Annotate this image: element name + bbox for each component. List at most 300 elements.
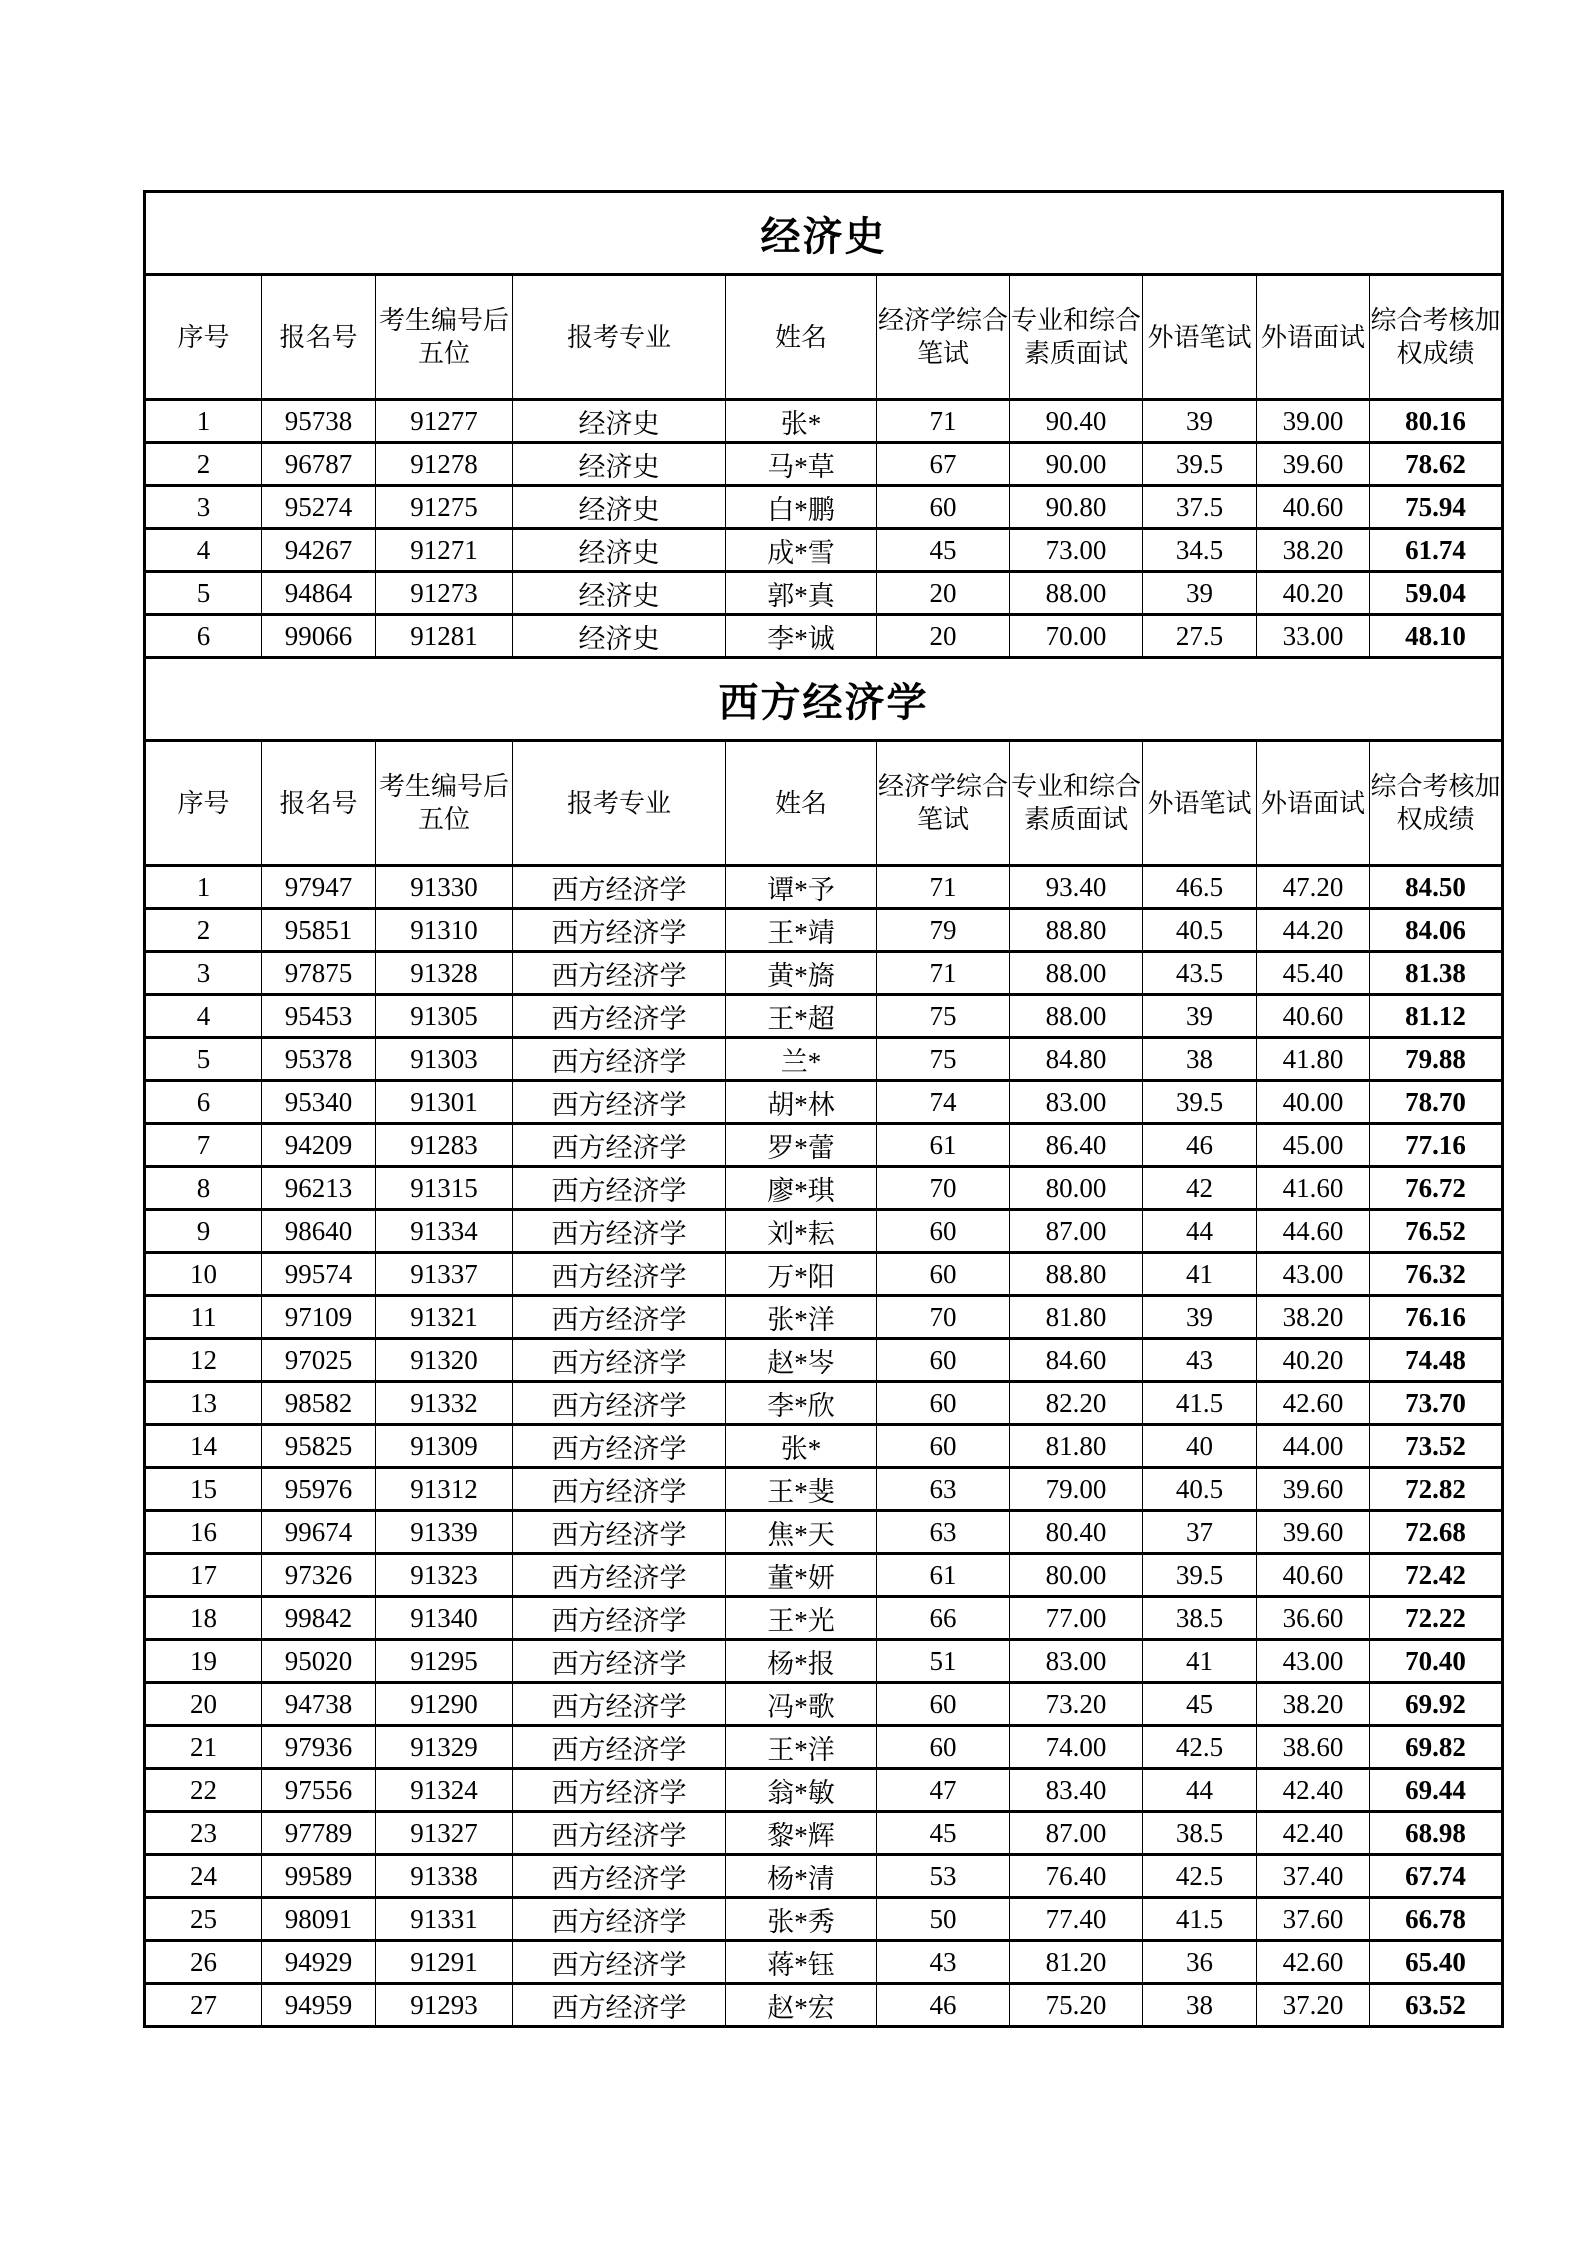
data-cell: 77.40 <box>1010 1898 1143 1941</box>
data-cell: 34.5 <box>1143 529 1257 572</box>
data-cell: 38.20 <box>1257 1296 1370 1339</box>
weighted-score-cell: 72.82 <box>1370 1468 1503 1511</box>
data-cell: 80.00 <box>1010 1167 1143 1210</box>
data-cell: 60 <box>877 1425 1010 1468</box>
column-header: 专业和综合素质面试 <box>1010 275 1143 400</box>
weighted-score-cell: 84.06 <box>1370 909 1503 952</box>
data-cell: 39.60 <box>1257 1511 1370 1554</box>
data-cell: 91315 <box>376 1167 513 1210</box>
data-cell: 95825 <box>262 1425 376 1468</box>
data-cell: 88.80 <box>1010 909 1143 952</box>
data-cell: 42.40 <box>1257 1812 1370 1855</box>
data-cell: 96213 <box>262 1167 376 1210</box>
data-cell: 60 <box>877 1210 1010 1253</box>
data-cell: 98582 <box>262 1382 376 1425</box>
data-cell: 88.00 <box>1010 572 1143 615</box>
weighted-score-cell: 84.50 <box>1370 866 1503 909</box>
weighted-score-cell: 81.12 <box>1370 995 1503 1038</box>
data-cell: 95274 <box>262 486 376 529</box>
table-row <box>145 1339 1503 1382</box>
data-cell: 王*超 <box>726 995 877 1038</box>
data-cell: 西方经济学 <box>513 1683 726 1726</box>
data-cell: 88.80 <box>1010 1253 1143 1296</box>
data-cell: 91327 <box>376 1812 513 1855</box>
data-cell: 90.00 <box>1010 443 1143 486</box>
data-cell: 91277 <box>376 400 513 443</box>
weighted-score-cell: 73.52 <box>1370 1425 1503 1468</box>
data-cell: 99842 <box>262 1597 376 1640</box>
data-cell: 44.00 <box>1257 1425 1370 1468</box>
data-cell: 12 <box>145 1339 262 1382</box>
data-cell: 94738 <box>262 1683 376 1726</box>
data-cell: 51 <box>877 1640 1010 1683</box>
data-cell: 39 <box>1143 400 1257 443</box>
weighted-score-cell: 69.92 <box>1370 1683 1503 1726</box>
data-cell: 经济史 <box>513 572 726 615</box>
data-cell: 46.5 <box>1143 866 1257 909</box>
data-cell: 60 <box>877 1683 1010 1726</box>
data-cell: 西方经济学 <box>513 1382 726 1425</box>
data-cell: 97326 <box>262 1554 376 1597</box>
data-cell: 43.00 <box>1257 1640 1370 1683</box>
table-row <box>145 400 1503 443</box>
data-cell: 42.60 <box>1257 1941 1370 1984</box>
data-cell: 74 <box>877 1081 1010 1124</box>
data-cell: 95340 <box>262 1081 376 1124</box>
data-cell: 23 <box>145 1812 262 1855</box>
data-cell: 马*草 <box>726 443 877 486</box>
data-cell: 83.40 <box>1010 1769 1143 1812</box>
data-cell: 董*妍 <box>726 1554 877 1597</box>
weighted-score-cell: 75.94 <box>1370 486 1503 529</box>
data-cell: 40.60 <box>1257 1554 1370 1597</box>
data-cell: 西方经济学 <box>513 952 726 995</box>
data-cell: 西方经济学 <box>513 1597 726 1640</box>
weighted-score-cell: 48.10 <box>1370 615 1503 658</box>
data-cell: 焦*天 <box>726 1511 877 1554</box>
column-header: 考生编号后五位 <box>376 275 513 400</box>
data-cell: 5 <box>145 572 262 615</box>
data-cell: 45 <box>877 1812 1010 1855</box>
data-cell: 谭*予 <box>726 866 877 909</box>
data-cell: 95453 <box>262 995 376 1038</box>
data-cell: 37 <box>1143 1511 1257 1554</box>
data-cell: 39.5 <box>1143 1081 1257 1124</box>
data-cell: 白*鹏 <box>726 486 877 529</box>
data-cell: 经济史 <box>513 443 726 486</box>
data-cell: 杨*报 <box>726 1640 877 1683</box>
data-cell: 60 <box>877 1382 1010 1425</box>
weighted-score-cell: 76.32 <box>1370 1253 1503 1296</box>
weighted-score-cell: 72.42 <box>1370 1554 1503 1597</box>
data-cell: 西方经济学 <box>513 995 726 1038</box>
table-row <box>145 952 1503 995</box>
data-cell: 3 <box>145 486 262 529</box>
data-cell: 西方经济学 <box>513 1640 726 1683</box>
results-sheet <box>143 190 1504 2028</box>
data-cell: 西方经济学 <box>513 1339 726 1382</box>
table-row <box>145 443 1503 486</box>
data-cell: 77.00 <box>1010 1597 1143 1640</box>
weighted-score-cell: 76.16 <box>1370 1296 1503 1339</box>
weighted-score-cell: 81.38 <box>1370 952 1503 995</box>
data-cell: 81.80 <box>1010 1296 1143 1339</box>
data-cell: 70.00 <box>1010 615 1143 658</box>
data-cell: 黄*旖 <box>726 952 877 995</box>
data-cell: 97109 <box>262 1296 376 1339</box>
data-cell: 西方经济学 <box>513 1296 726 1339</box>
data-cell: 43 <box>877 1941 1010 1984</box>
data-cell: 42.60 <box>1257 1382 1370 1425</box>
column-header: 经济学综合笔试 <box>877 741 1010 866</box>
data-cell: 91340 <box>376 1597 513 1640</box>
data-cell: 71 <box>877 952 1010 995</box>
data-cell: 96787 <box>262 443 376 486</box>
data-cell: 38.20 <box>1257 1683 1370 1726</box>
column-header: 报考专业 <box>513 275 726 400</box>
data-cell: 26 <box>145 1941 262 1984</box>
data-cell: 97789 <box>262 1812 376 1855</box>
data-cell: 西方经济学 <box>513 909 726 952</box>
data-cell: 西方经济学 <box>513 1769 726 1812</box>
table-row <box>145 1210 1503 1253</box>
table-row <box>145 1167 1503 1210</box>
column-header: 外语笔试 <box>1143 741 1257 866</box>
data-cell: 84.80 <box>1010 1038 1143 1081</box>
data-cell: 27 <box>145 1984 262 2027</box>
data-cell: 43.5 <box>1143 952 1257 995</box>
data-cell: 71 <box>877 400 1010 443</box>
data-cell: 97875 <box>262 952 376 995</box>
data-cell: 91323 <box>376 1554 513 1597</box>
data-cell: 91271 <box>376 529 513 572</box>
data-cell: 27.5 <box>1143 615 1257 658</box>
data-cell: 47 <box>877 1769 1010 1812</box>
data-cell: 41.60 <box>1257 1167 1370 1210</box>
weighted-score-cell: 65.40 <box>1370 1941 1503 1984</box>
data-cell: 37.5 <box>1143 486 1257 529</box>
data-cell: 91330 <box>376 866 513 909</box>
data-cell: 80.00 <box>1010 1554 1143 1597</box>
data-cell: 20 <box>877 572 1010 615</box>
data-cell: 2 <box>145 443 262 486</box>
data-cell: 45 <box>1143 1683 1257 1726</box>
weighted-score-cell: 67.74 <box>1370 1855 1503 1898</box>
data-cell: 42.5 <box>1143 1726 1257 1769</box>
data-cell: 75 <box>877 995 1010 1038</box>
data-cell: 91312 <box>376 1468 513 1511</box>
data-cell: 95020 <box>262 1640 376 1683</box>
data-cell: 胡*林 <box>726 1081 877 1124</box>
data-cell: 76.40 <box>1010 1855 1143 1898</box>
data-cell: 70 <box>877 1167 1010 1210</box>
data-cell: 97556 <box>262 1769 376 1812</box>
column-header: 报名号 <box>262 275 376 400</box>
data-cell: 91291 <box>376 1941 513 1984</box>
data-cell: 95378 <box>262 1038 376 1081</box>
data-cell: 33.00 <box>1257 615 1370 658</box>
data-cell: 39.5 <box>1143 1554 1257 1597</box>
data-cell: 60 <box>877 1339 1010 1382</box>
data-cell: 63 <box>877 1511 1010 1554</box>
data-cell: 95738 <box>262 400 376 443</box>
table-row <box>145 1984 1503 2027</box>
data-cell: 91320 <box>376 1339 513 1382</box>
data-cell: 8 <box>145 1167 262 1210</box>
column-header: 考生编号后五位 <box>376 741 513 866</box>
data-cell: 西方经济学 <box>513 1554 726 1597</box>
data-cell: 37.40 <box>1257 1855 1370 1898</box>
data-cell: 王*靖 <box>726 909 877 952</box>
data-cell: 40.5 <box>1143 909 1257 952</box>
table-row <box>145 486 1503 529</box>
data-cell: 98091 <box>262 1898 376 1941</box>
data-cell: 95976 <box>262 1468 376 1511</box>
data-cell: 经济史 <box>513 529 726 572</box>
section-title-row <box>145 658 1503 741</box>
data-cell: 西方经济学 <box>513 1726 726 1769</box>
data-cell: 16 <box>145 1511 262 1554</box>
weighted-score-cell: 76.72 <box>1370 1167 1503 1210</box>
data-cell: 38 <box>1143 1038 1257 1081</box>
data-cell: 94929 <box>262 1941 376 1984</box>
table-row <box>145 1597 1503 1640</box>
data-cell: 99574 <box>262 1253 376 1296</box>
data-cell: 91332 <box>376 1382 513 1425</box>
column-header: 外语面试 <box>1257 741 1370 866</box>
section-title-row <box>145 192 1503 275</box>
data-cell: 西方经济学 <box>513 1124 726 1167</box>
data-cell: 西方经济学 <box>513 1468 726 1511</box>
table-row <box>145 1812 1503 1855</box>
data-cell: 36 <box>1143 1941 1257 1984</box>
data-cell: 99066 <box>262 615 376 658</box>
weighted-score-cell: 61.74 <box>1370 529 1503 572</box>
table-row <box>145 1554 1503 1597</box>
data-cell: 经济史 <box>513 615 726 658</box>
data-cell: 张* <box>726 1425 877 1468</box>
data-cell: 91324 <box>376 1769 513 1812</box>
data-cell: 39 <box>1143 1296 1257 1339</box>
data-cell: 3 <box>145 952 262 995</box>
data-cell: 50 <box>877 1898 1010 1941</box>
section-title: 经济史 <box>145 192 1503 275</box>
table-row <box>145 909 1503 952</box>
weighted-score-cell: 68.98 <box>1370 1812 1503 1855</box>
data-cell: 44.20 <box>1257 909 1370 952</box>
data-cell: 66 <box>877 1597 1010 1640</box>
data-cell: 38.20 <box>1257 529 1370 572</box>
column-header: 经济学综合笔试 <box>877 275 1010 400</box>
data-cell: 20 <box>877 615 1010 658</box>
data-cell: 44 <box>1143 1769 1257 1812</box>
data-cell: 44 <box>1143 1210 1257 1253</box>
data-cell: 84.60 <box>1010 1339 1143 1382</box>
data-cell: 西方经济学 <box>513 1812 726 1855</box>
data-cell: 75 <box>877 1038 1010 1081</box>
data-cell: 冯*歌 <box>726 1683 877 1726</box>
column-header: 综合考核加权成绩 <box>1370 275 1503 400</box>
table-row <box>145 1941 1503 1984</box>
data-cell: 79.00 <box>1010 1468 1143 1511</box>
data-cell: 91301 <box>376 1081 513 1124</box>
data-cell: 22 <box>145 1769 262 1812</box>
data-cell: 40.20 <box>1257 1339 1370 1382</box>
data-cell: 西方经济学 <box>513 1253 726 1296</box>
data-cell: 15 <box>145 1468 262 1511</box>
table-row <box>145 615 1503 658</box>
data-cell: 38 <box>1143 1984 1257 2027</box>
data-cell: 41 <box>1143 1253 1257 1296</box>
column-header: 序号 <box>145 275 262 400</box>
data-cell: 1 <box>145 866 262 909</box>
data-cell: 94864 <box>262 572 376 615</box>
data-cell: 11 <box>145 1296 262 1339</box>
data-cell: 成*雪 <box>726 529 877 572</box>
data-cell: 西方经济学 <box>513 1984 726 2027</box>
data-cell: 翁*敏 <box>726 1769 877 1812</box>
column-header: 姓名 <box>726 741 877 866</box>
data-cell: 91334 <box>376 1210 513 1253</box>
data-cell: 40.20 <box>1257 572 1370 615</box>
header-row <box>145 741 1503 866</box>
data-cell: 98640 <box>262 1210 376 1253</box>
data-cell: 99674 <box>262 1511 376 1554</box>
column-header: 外语笔试 <box>1143 275 1257 400</box>
weighted-score-cell: 78.70 <box>1370 1081 1503 1124</box>
data-cell: 42 <box>1143 1167 1257 1210</box>
table-row <box>145 1425 1503 1468</box>
weighted-score-cell: 77.16 <box>1370 1124 1503 1167</box>
data-cell: 91310 <box>376 909 513 952</box>
data-cell: 99589 <box>262 1855 376 1898</box>
data-cell: 47.20 <box>1257 866 1370 909</box>
table-row <box>145 866 1503 909</box>
table-row <box>145 1769 1503 1812</box>
data-cell: 7 <box>145 1124 262 1167</box>
table-row <box>145 1081 1503 1124</box>
data-cell: 43.00 <box>1257 1253 1370 1296</box>
data-cell: 19 <box>145 1640 262 1683</box>
data-cell: 45 <box>877 529 1010 572</box>
data-cell: 4 <box>145 995 262 1038</box>
data-cell: 41.5 <box>1143 1898 1257 1941</box>
data-cell: 44.60 <box>1257 1210 1370 1253</box>
data-cell: 91331 <box>376 1898 513 1941</box>
data-cell: 91293 <box>376 1984 513 2027</box>
data-cell: 39 <box>1143 995 1257 1038</box>
data-cell: 86.40 <box>1010 1124 1143 1167</box>
data-cell: 90.40 <box>1010 400 1143 443</box>
table-row <box>145 1468 1503 1511</box>
weighted-score-cell: 72.22 <box>1370 1597 1503 1640</box>
data-cell: 60 <box>877 1726 1010 1769</box>
data-cell: 91278 <box>376 443 513 486</box>
data-cell: 郭*真 <box>726 572 877 615</box>
table-row <box>145 1511 1503 1554</box>
table-row <box>145 1038 1503 1081</box>
data-cell: 14 <box>145 1425 262 1468</box>
data-cell: 60 <box>877 1253 1010 1296</box>
data-cell: 73.20 <box>1010 1683 1143 1726</box>
table-row <box>145 1855 1503 1898</box>
data-cell: 45.40 <box>1257 952 1370 995</box>
data-cell: 9 <box>145 1210 262 1253</box>
column-header: 外语面试 <box>1257 275 1370 400</box>
data-cell: 西方经济学 <box>513 1941 726 1984</box>
data-cell: 刘*耘 <box>726 1210 877 1253</box>
table-row <box>145 1296 1503 1339</box>
data-cell: 91338 <box>376 1855 513 1898</box>
data-cell: 经济史 <box>513 400 726 443</box>
data-cell: 61 <box>877 1554 1010 1597</box>
data-cell: 40.60 <box>1257 995 1370 1038</box>
data-cell: 39.60 <box>1257 443 1370 486</box>
data-cell: 李*欣 <box>726 1382 877 1425</box>
data-cell: 39.60 <box>1257 1468 1370 1511</box>
data-cell: 91329 <box>376 1726 513 1769</box>
table-row <box>145 1382 1503 1425</box>
data-cell: 24 <box>145 1855 262 1898</box>
data-cell: 黎*辉 <box>726 1812 877 1855</box>
data-cell: 21 <box>145 1726 262 1769</box>
weighted-score-cell: 78.62 <box>1370 443 1503 486</box>
table-row <box>145 529 1503 572</box>
data-cell: 42.40 <box>1257 1769 1370 1812</box>
data-cell: 45.00 <box>1257 1124 1370 1167</box>
weighted-score-cell: 69.44 <box>1370 1769 1503 1812</box>
data-cell: 91283 <box>376 1124 513 1167</box>
weighted-score-cell: 80.16 <box>1370 400 1503 443</box>
data-cell: 张*洋 <box>726 1296 877 1339</box>
data-cell: 94267 <box>262 529 376 572</box>
data-cell: 37.60 <box>1257 1898 1370 1941</box>
data-cell: 20 <box>145 1683 262 1726</box>
data-cell: 80.40 <box>1010 1511 1143 1554</box>
data-cell: 94959 <box>262 1984 376 2027</box>
data-cell: 74.00 <box>1010 1726 1143 1769</box>
data-cell: 83.00 <box>1010 1640 1143 1683</box>
header-row <box>145 275 1503 400</box>
data-cell: 41.80 <box>1257 1038 1370 1081</box>
data-cell: 38.5 <box>1143 1812 1257 1855</box>
data-cell: 41 <box>1143 1640 1257 1683</box>
data-cell: 杨*清 <box>726 1855 877 1898</box>
data-cell: 40.00 <box>1257 1081 1370 1124</box>
data-cell: 10 <box>145 1253 262 1296</box>
data-cell: 46 <box>877 1984 1010 2027</box>
table-row <box>145 572 1503 615</box>
weighted-score-cell: 70.40 <box>1370 1640 1503 1683</box>
data-cell: 西方经济学 <box>513 1425 726 1468</box>
data-cell: 西方经济学 <box>513 1898 726 1941</box>
data-cell: 61 <box>877 1124 1010 1167</box>
data-cell: 46 <box>1143 1124 1257 1167</box>
data-cell: 63 <box>877 1468 1010 1511</box>
table-row <box>145 1726 1503 1769</box>
data-cell: 87.00 <box>1010 1210 1143 1253</box>
data-cell: 2 <box>145 909 262 952</box>
data-cell: 赵*宏 <box>726 1984 877 2027</box>
data-cell: 张*秀 <box>726 1898 877 1941</box>
data-cell: 70 <box>877 1296 1010 1339</box>
data-cell: 西方经济学 <box>513 1081 726 1124</box>
data-cell: 37.20 <box>1257 1984 1370 2027</box>
data-cell: 97936 <box>262 1726 376 1769</box>
weighted-score-cell: 76.52 <box>1370 1210 1503 1253</box>
table-row <box>145 1253 1503 1296</box>
table-row <box>145 1640 1503 1683</box>
